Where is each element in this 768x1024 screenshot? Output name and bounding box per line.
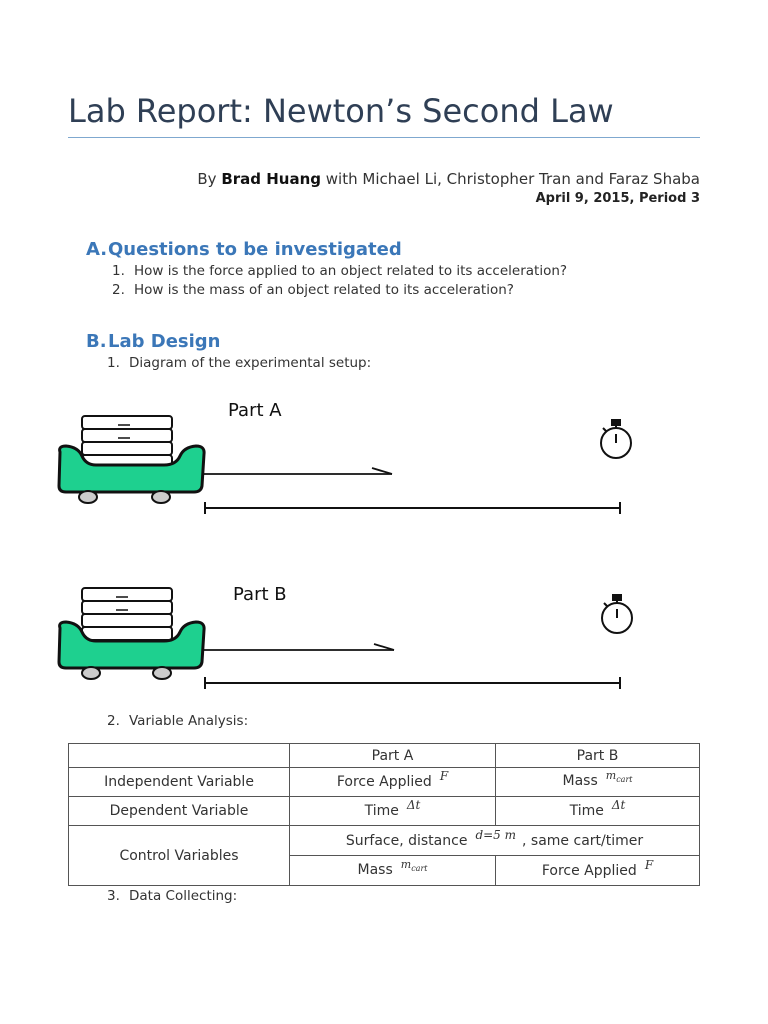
cart-wheel-icon <box>153 667 171 679</box>
independent-variable-label: Independent Variable <box>69 768 290 797</box>
cell-text: Force Applied <box>336 774 432 790</box>
table-row <box>69 797 700 826</box>
math-var: m <box>400 857 412 871</box>
table-header-part-a: Part A <box>290 744 496 768</box>
design-item-2-text: Variable Analysis: <box>129 713 249 729</box>
book-stack-icon <box>82 588 172 643</box>
table-header-row <box>69 744 700 768</box>
part-a-label: Part A <box>228 400 282 421</box>
cart-wheel-icon <box>79 491 97 503</box>
cell-text: Time <box>364 803 399 819</box>
design-item-3-text: Data Collecting: <box>129 888 238 904</box>
page-title: Lab Report: Newton’s Second Law <box>68 92 614 130</box>
control-row-2-part-a <box>290 856 496 886</box>
cell-text: Time <box>569 803 604 819</box>
table-row <box>69 826 700 856</box>
independent-part-b <box>496 768 700 797</box>
cell-text: Surface, distance <box>345 832 468 849</box>
control-row-1 <box>290 826 700 856</box>
cell-text: Mass <box>357 861 393 878</box>
part-b-label: Part B <box>233 584 287 605</box>
question-1-num: 1. <box>112 263 125 279</box>
math-symbol <box>605 769 633 785</box>
force-arrow-icon <box>202 644 394 650</box>
control-variables-label: Control Variables <box>69 826 290 886</box>
part-a-setup <box>59 416 631 514</box>
design-item-3-num: 3. <box>107 888 120 904</box>
dependent-variable-label: Dependent Variable <box>69 797 290 826</box>
math-symbol: F <box>439 769 449 783</box>
report-date: April 9, 2015, Period 3 <box>535 191 700 206</box>
math-symbol: d=5 m <box>475 827 517 842</box>
section-b-title: Lab Design <box>108 331 221 352</box>
table-header-part-b: Part B <box>496 744 700 768</box>
question-2-text: How is the mass of an object related to its acceleration? <box>134 282 514 298</box>
dependent-part-b <box>496 797 700 826</box>
math-symbol <box>400 857 428 874</box>
math-symbol: F <box>644 857 654 872</box>
part-b-setup <box>59 588 632 689</box>
distance-line <box>205 502 620 514</box>
design-item-2 <box>107 713 248 729</box>
by-prefix: By <box>197 170 217 188</box>
cell-text: Mass <box>562 773 598 790</box>
author-name: Brad Huang <box>221 170 321 188</box>
section-a-title: Questions to be investigated <box>108 239 402 260</box>
cell-text: Force Applied <box>541 862 637 879</box>
design-item-2-num: 2. <box>107 713 120 729</box>
control-row-2-part-b <box>496 856 700 886</box>
stopwatch-icon <box>601 420 631 458</box>
design-item-1-text: Diagram of the experimental setup: <box>129 355 372 371</box>
math-subscript: cart <box>616 775 633 785</box>
collaborators: with Michael Li, Christopher Tran and Faraz Shaba <box>325 170 700 188</box>
math-subscript: cart <box>411 864 428 874</box>
cell-text: , same cart/timer <box>522 832 644 849</box>
cart-wheel-icon <box>152 491 170 503</box>
question-2-num: 2. <box>112 282 125 298</box>
independent-part-a <box>290 768 496 797</box>
distance-line <box>205 677 620 689</box>
cart-wheel-icon <box>82 667 100 679</box>
stopwatch-icon <box>602 595 632 633</box>
design-item-3 <box>107 888 237 904</box>
table-row <box>69 768 700 797</box>
book-stack-icon <box>82 416 172 467</box>
force-arrow-icon <box>202 468 392 474</box>
section-b-letter: B. <box>86 331 107 352</box>
table-header-blank <box>69 744 290 768</box>
math-var: m <box>605 769 617 783</box>
math-symbol: Δt <box>406 798 421 812</box>
design-item-1-num: 1. <box>107 355 120 371</box>
question-1-text: How is the force applied to an object related to its acceleration? <box>134 263 568 279</box>
math-symbol: Δt <box>611 798 626 812</box>
dependent-part-a <box>290 797 496 826</box>
section-a-letter: A. <box>86 239 108 260</box>
variable-table <box>68 743 700 886</box>
